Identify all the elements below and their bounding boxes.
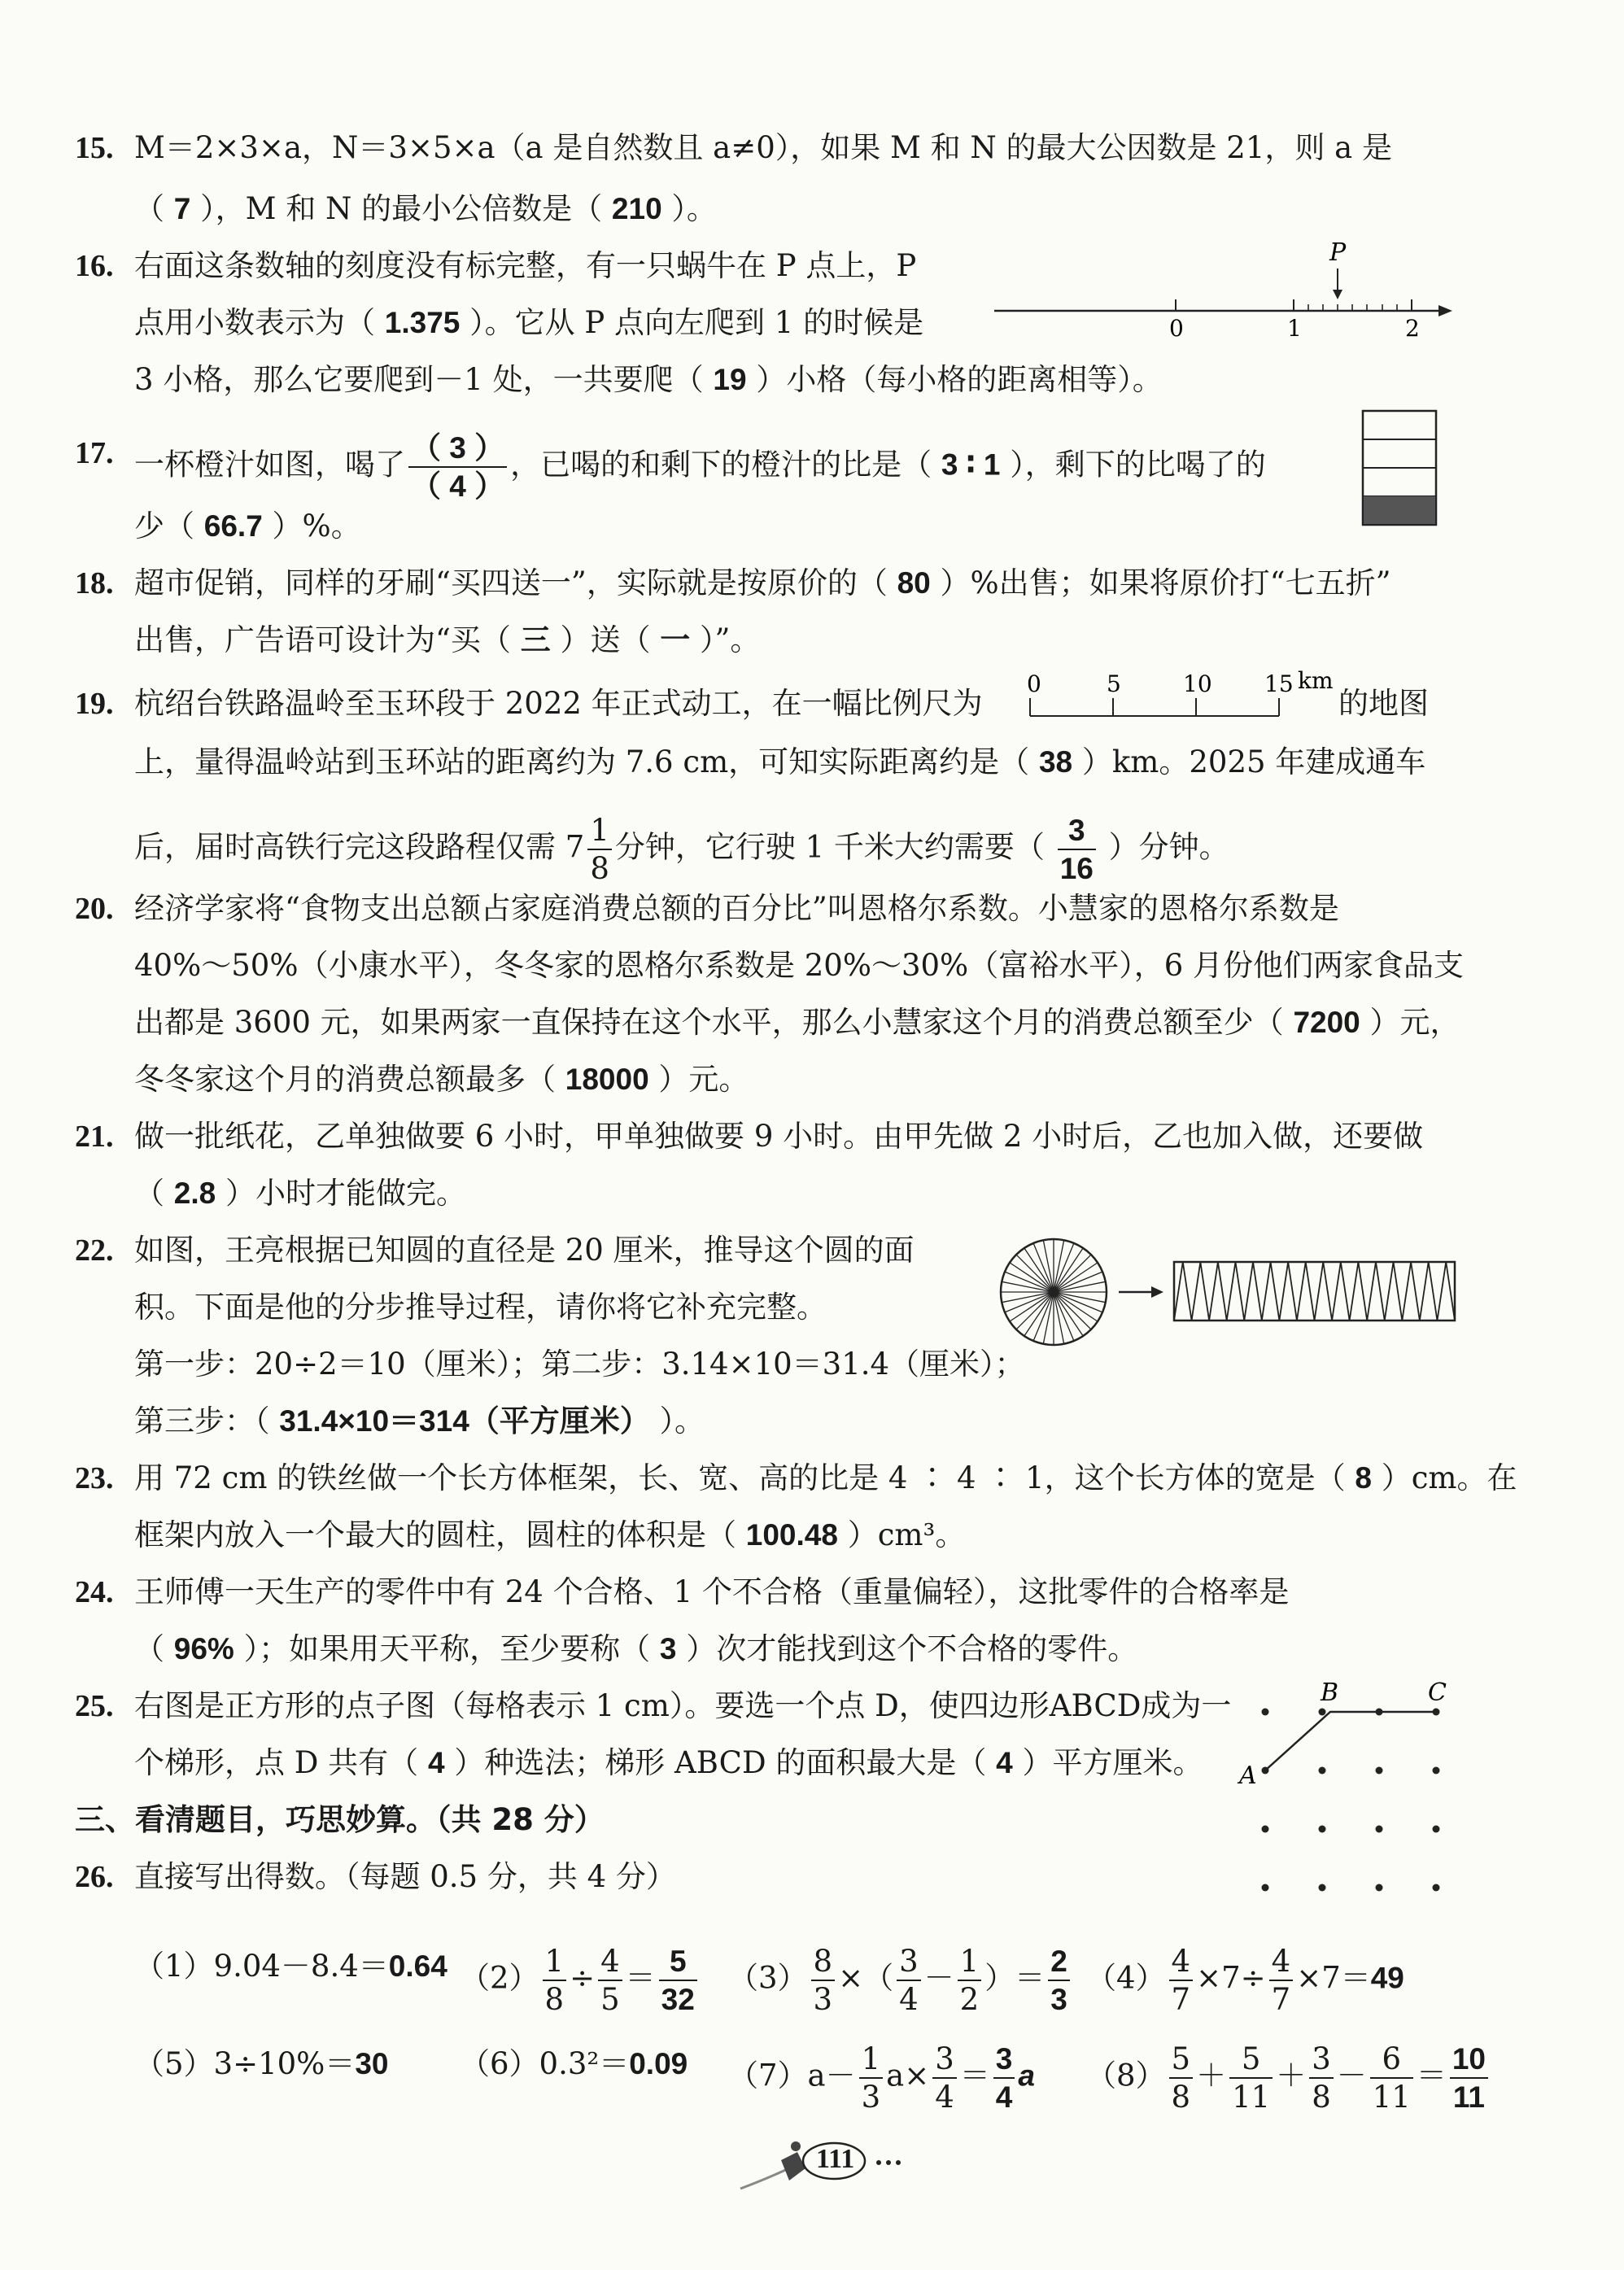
dot-grid-figure — [1233, 1676, 1477, 1912]
q22-line3: 第一步：20÷2＝10（厘米）；第二步：3.14×10＝31.4（厘米）； — [134, 1347, 1025, 1382]
scale-label: 5 — [1107, 670, 1121, 697]
q18-line2: 出售，广告语可设计为“买（ 三 ）送（ 一 ）”。 — [134, 622, 761, 657]
q23-line1: 用 72 cm 的铁丝做一个长方体框架，长、宽、高的比是 4 ∶ 4 ∶ 1，这个长方体的宽是（ 8 ）cm。在 — [134, 1460, 1517, 1495]
calc-item-2: （2） $\frac{1}{8}$ ÷ $\frac{4}{5}$ ＝ $\frac{5}{32}$ — [460, 1946, 701, 2015]
q22-line2: 积。下面是他的分步推导过程，请你将它补充完整。 — [134, 1290, 827, 1325]
answer: 38 — [1038, 745, 1073, 779]
q16-line3: 3 小格，那么它要爬到－1 处，一共要爬（ 19 ）小格（每小格的距离相等）。 — [134, 362, 1163, 397]
q22-line1: 如图，王亮根据已知圆的直径是 20 厘米，推导这个圆的面 — [134, 1233, 915, 1268]
answer: 7200 — [1293, 1006, 1360, 1039]
calc-item-6: （6）0.3²＝0.09 — [460, 2046, 688, 2081]
question-number: 15. — [75, 131, 114, 165]
q24-line2: （ 96% ）；如果用天平称，至少要称（ 3 ）次才能找到这个不合格的零件。 — [134, 1631, 1138, 1666]
question-number: 24. — [75, 1575, 114, 1609]
section-heading: 三、看清题目，巧思妙算。（共 28 分） — [75, 1802, 605, 1837]
calc-item-4: （4） $\frac{4}{7}$ ×7÷ $\frac{4}{7}$ ×7＝49 — [1086, 1944, 1404, 2017]
question-number: 19. — [75, 687, 114, 721]
answer: 3 ∶ 1 — [941, 447, 1001, 482]
orange-juice-cup — [1360, 408, 1442, 530]
answer: 66.7 — [203, 509, 263, 543]
q19-line1b: 的地图 — [1338, 686, 1429, 721]
answer: 80 — [897, 566, 931, 600]
answer-fraction: $\frac{3}{16}$ — [1058, 815, 1096, 884]
q20-line4: 冬冬家这个月的消费总额最多（ 18000 ）元。 — [134, 1062, 749, 1097]
calc-item-7: （7）a－ $\frac{1}{3}$ a× $\frac{3}{4}$ ＝ $\frac{3}{4}$ a — [728, 2041, 1035, 2115]
calc-item-3: （3） $\frac{8}{3}$ ×（ $\frac{3}{4}$ － $\frac{1}{2}$ ）＝ $\frac{2}{3}$ — [728, 1946, 1073, 2015]
question-number: 16. — [75, 249, 114, 283]
q17-line1: 一杯橙汁如图，喝了 $\frac{( 3 )}{( 4 )}$ ，已喝的和剩下的橙汁的比是（ 3 ∶ 1 ），剩下的比喝了的 — [134, 431, 1266, 503]
answer: 3 — [659, 1632, 677, 1665]
scale-label: 15 — [1264, 670, 1294, 697]
point-p-label: P — [1329, 238, 1347, 267]
answer: 7 — [173, 192, 191, 225]
q21-line1: 做一批纸花，乙单独做要 6 小时，甲单独做要 9 小时。由甲先做 2 小时后，乙也加入做，还要做 — [134, 1119, 1424, 1154]
question-number: 21. — [75, 1120, 114, 1154]
scale-bar — [1027, 669, 1352, 726]
question-number: 25. — [75, 1689, 114, 1723]
question-number: 18. — [75, 566, 114, 600]
answer: 2.8 — [173, 1176, 216, 1210]
q20-line1: 经济学家将“食物支出总额占家庭消费总额的百分比”叫恩格尔系数。小慧家的恩格尔系数是 — [134, 891, 1339, 926]
q22-line4: 第三步：（ 31.4×10＝314（平方厘米） ）。 — [134, 1403, 705, 1438]
answer: 210 — [611, 192, 662, 225]
calc-item-8: （8） $\frac{5}{8}$ ＋ $\frac{5}{11}$ ＋ $\frac{3}{8}$ － $\frac{6}{11}$ ＝ $\frac{10}{11}$ — [1086, 2044, 1491, 2112]
q24-line1: 王师傅一天生产的零件中有 24 个合格、1 个不合格（重量偏轻），这批零件的合格率是 — [134, 1574, 1290, 1609]
q19-line3: 后，届时高铁行完这段路程仅需 7 $\frac{1}{8}$ 分钟，它行驶 1 千米大约需要（ $\frac{3}{16}$ ）分钟。 — [134, 813, 1229, 886]
point-label: A — [1239, 1761, 1257, 1790]
q16-line1: 右面这条数轴的刻度没有标完整，有一只蜗牛在 P 点上，P — [134, 248, 917, 283]
point-label: C — [1428, 1678, 1447, 1707]
q20-line2: 40%～50%（小康水平），冬冬家的恩格尔系数是 20%～30%（富裕水平），6 月份他们两家食品支 — [134, 948, 1465, 983]
scale-label: 0 — [1027, 670, 1041, 697]
q19-line1a: 杭绍台铁路温岭至玉环段于 2022 年正式动工，在一幅比例尺为 — [134, 686, 983, 721]
scale-unit: km — [1298, 669, 1334, 694]
answer: 8 — [1355, 1461, 1372, 1495]
point-label: B — [1321, 1678, 1339, 1707]
answer: 1.375 — [384, 306, 461, 339]
question-number: 17. — [75, 436, 114, 470]
scale-label: 10 — [1183, 670, 1212, 697]
answer: 一 — [660, 623, 691, 657]
fraction: $\frac{1}{8}$ — [587, 815, 612, 884]
answer: 19 — [713, 363, 747, 396]
q19-line2: 上，量得温岭站到玉环站的距离约为 7.6 cm，可知实际距离约是（ 38 ）km。2025 年建成通车 — [134, 744, 1426, 779]
answer: 4 — [996, 1746, 1013, 1779]
q23-line2: 框架内放入一个最大的圆柱，圆柱的体积是（ 100.48 ）cm³。 — [134, 1517, 966, 1552]
q18-line1: 超市促销，同样的牙刷“买四送一”，实际就是按原价的（ 80 ）%出售；如果将原价打“七五折” — [134, 565, 1391, 600]
question-number: 20. — [75, 892, 114, 926]
tick-label: 2 — [1405, 315, 1420, 342]
question-number: 23. — [75, 1461, 114, 1495]
tick-label: 1 — [1287, 315, 1302, 342]
answer: 4 — [427, 1746, 445, 1779]
answer: 31.4×10＝314（平方厘米） — [279, 1404, 650, 1438]
q25-line2: 个梯形，点 D 共有（ 4 ）种选法；梯形 ABCD 的面积最大是（ 4 ）平方厘米。 — [134, 1745, 1203, 1780]
number-line-figure — [993, 236, 1456, 342]
page-number: 111 — [816, 2144, 855, 2174]
answer-fraction: $\frac{( 3 )}{( 4 )}$ — [408, 433, 507, 501]
grid-dots — [1262, 1709, 1440, 1892]
rectangle-sectors — [1174, 1262, 1455, 1321]
question-number: 22. — [75, 1233, 114, 1268]
question-number: 26. — [75, 1860, 114, 1894]
calc-item-1: （1）9.04－8.4＝0.64 — [134, 1949, 447, 1984]
answer: 18000 — [565, 1063, 649, 1096]
q16-line2: 点用小数表示为（ 1.375 ）。它从 P 点向左爬到 1 的时候是 — [134, 305, 924, 340]
circle-to-rectangle-figure — [997, 1235, 1469, 1357]
q15-line1: M＝2×3×a，N＝3×5×a（a 是自然数且 a≠0），如果 M 和 N 的最大公因数是 21，则 a 是 — [134, 130, 1392, 165]
q26-title: 直接写出得数。（每题 0.5 分，共 4 分） — [134, 1859, 676, 1894]
q20-line3: 出都是 3600 元，如果两家一直保持在这个水平，那么小慧家这个月的消费总额至少（ 7200 ）元， — [134, 1005, 1460, 1040]
q15-line2: （ 7 ），M 和 N 的最小公倍数是（ 210 ）。 — [134, 191, 717, 226]
tick-label: 0 — [1169, 315, 1184, 342]
q21-line2: （ 2.8 ）小时才能做完。 — [134, 1176, 466, 1211]
answer: 100.48 — [745, 1518, 838, 1552]
calc-item-5: （5）3÷10%＝30 — [134, 2046, 389, 2081]
q25-line1: 右图是正方形的点子图（每格表示 1 cm）。要选一个点 D，使四边形ABCD成为一 — [134, 1688, 1232, 1723]
q17-line2: 少（ 66.7 ）%。 — [134, 509, 361, 543]
answer: 96% — [173, 1632, 234, 1665]
answer: 三 — [520, 623, 551, 657]
